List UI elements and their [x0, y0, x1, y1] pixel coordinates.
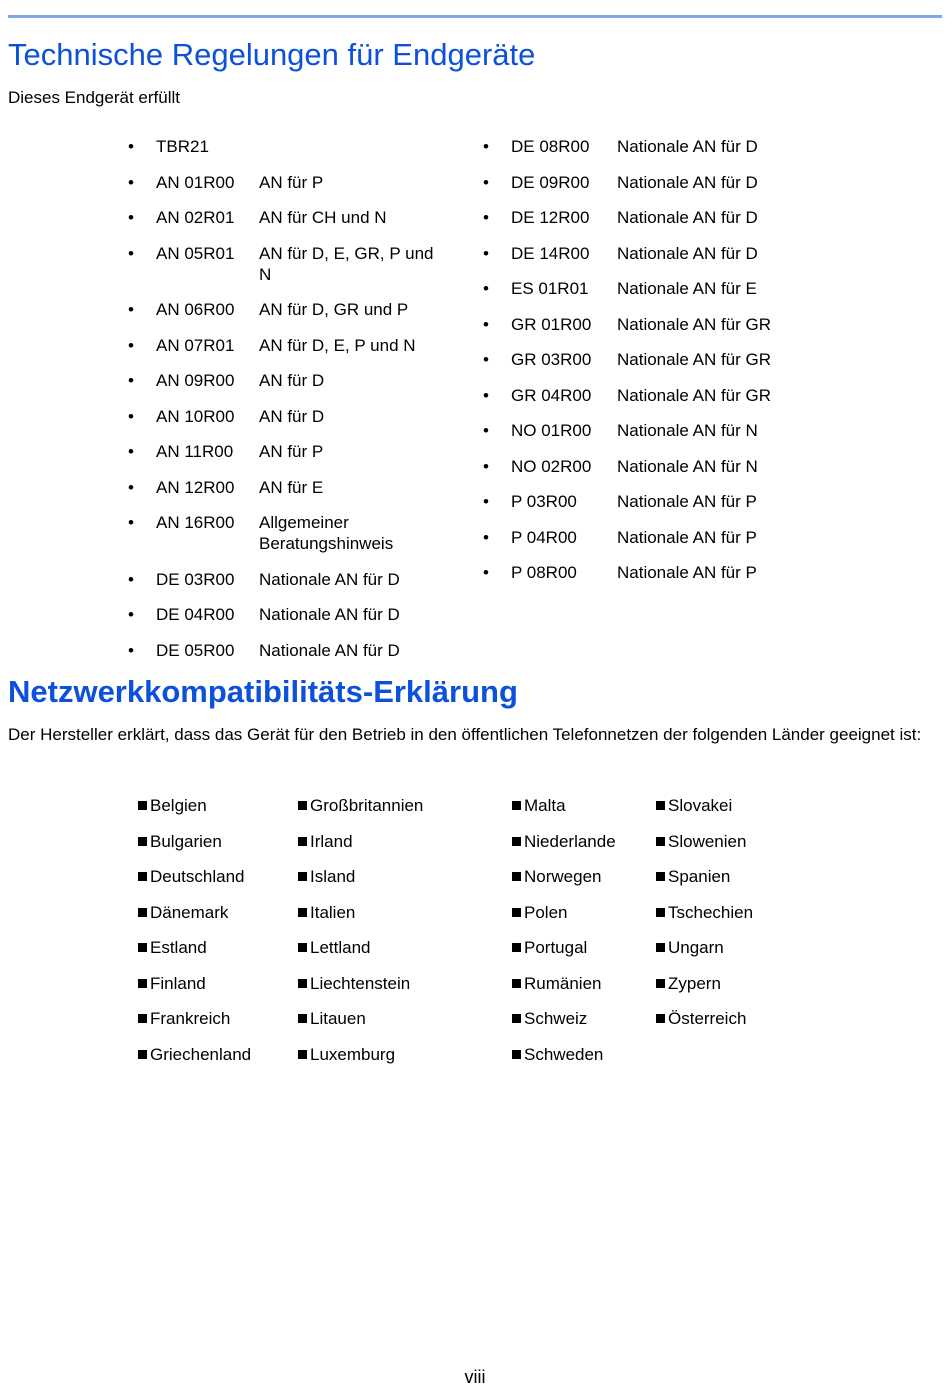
regulation-code: P 08R00 [511, 563, 577, 582]
regulation-code: P 04R00 [511, 527, 577, 547]
regulation-description: AN für D [259, 406, 325, 426]
regulation-code: DE 12R00 [511, 208, 590, 227]
country-name: Großbritannien [310, 796, 424, 815]
bullet-icon: • [483, 421, 489, 440]
regulation-code: GR 04R00 [511, 385, 592, 405]
regulation-item [128, 477, 468, 498]
bullet-icon: • [483, 137, 489, 156]
square-bullet-icon [138, 801, 147, 810]
regulation-description: Nationale AN für D [617, 208, 758, 227]
regulation-description: Nationale AN für D [259, 605, 400, 624]
bullet-icon: • [128, 406, 134, 426]
regulation-item [128, 604, 468, 625]
regulation-code: NO 01R00 [511, 421, 592, 440]
regulation-description: AN für CH und N [259, 208, 387, 227]
country-name: Estland [150, 938, 207, 957]
country-item [512, 831, 616, 867]
country-item [512, 937, 616, 973]
regulation-description: Allgemeiner Beratungshinweis [259, 513, 394, 553]
bullet-icon: • [483, 279, 489, 298]
regulation-code: AN 07R01 [156, 335, 235, 355]
regulation-description: Nationale AN für D [259, 569, 400, 589]
regulation-description: AN für P [259, 442, 324, 461]
country-item [298, 795, 423, 831]
country-name: Italien [310, 902, 356, 922]
regulation-item [483, 562, 823, 583]
regulation-description: Nationale AN für P [617, 492, 757, 511]
regulation-code: DE 05R00 [156, 640, 235, 660]
regulation-item [483, 207, 823, 228]
regulation-description: Nationale AN für N [617, 456, 758, 476]
regulation-item [483, 278, 823, 299]
regulations-list-left [128, 136, 468, 675]
regulation-item [483, 456, 823, 477]
regulation-description: AN für P [259, 172, 324, 192]
bullet-icon: • [128, 243, 134, 263]
country-name: Bulgarien [150, 831, 222, 851]
regulation-code: NO 02R00 [511, 456, 592, 476]
bullet-icon: • [483, 456, 489, 476]
country-name: Österreich [668, 1009, 747, 1028]
country-item [138, 795, 251, 831]
regulation-description: AN für D [259, 371, 325, 390]
square-bullet-icon [512, 1014, 521, 1023]
regulation-item [483, 491, 823, 512]
square-bullet-icon [298, 872, 307, 881]
regulation-item [128, 512, 468, 554]
regulation-code: AN 01R00 [156, 172, 235, 192]
country-name: Deutschland [150, 867, 245, 886]
square-bullet-icon [656, 943, 665, 952]
regulation-item [128, 569, 468, 590]
regulation-item [483, 527, 823, 548]
country-item [656, 1008, 753, 1044]
network-declaration-text: Der Hersteller erklärt, dass das Gerät für den Betrieb in den öffentlichen Telefonnetzen der folgenden Länder geeignet ist: [8, 725, 922, 744]
square-bullet-icon [138, 837, 147, 846]
country-item [512, 902, 616, 938]
square-bullet-icon [512, 943, 521, 952]
country-name: Spanien [668, 867, 731, 886]
regulation-item [483, 314, 823, 335]
country-item [138, 902, 251, 938]
bullet-icon: • [483, 492, 489, 511]
regulation-code: AN 02R01 [156, 208, 235, 227]
regulation-code: GR 01R00 [511, 314, 592, 334]
square-bullet-icon [138, 943, 147, 952]
bullet-icon: • [128, 442, 134, 461]
regulation-item [128, 370, 468, 391]
regulation-description: Nationale AN für GR [617, 385, 772, 405]
regulation-description: Nationale AN für D [617, 243, 758, 263]
regulation-code: AN 05R01 [156, 243, 235, 263]
regulations-list-right [483, 136, 823, 598]
square-bullet-icon [138, 1014, 147, 1023]
bullet-icon: • [483, 243, 489, 263]
bullet-icon: • [128, 172, 134, 192]
bullet-icon: • [128, 513, 134, 532]
country-item [138, 1008, 251, 1044]
country-item [512, 1044, 616, 1080]
square-bullet-icon [512, 1050, 521, 1059]
country-name: Island [310, 867, 356, 886]
country-item [512, 973, 616, 1009]
country-list-column-2 [298, 795, 423, 1079]
country-name: Portugal [524, 938, 588, 957]
square-bullet-icon [512, 979, 521, 988]
bullet-icon: • [483, 350, 489, 369]
regulation-code: AN 16R00 [156, 513, 235, 532]
regulation-code: AN 12R00 [156, 477, 235, 497]
regulation-code: GR 03R00 [511, 350, 592, 369]
regulation-item [483, 385, 823, 406]
country-name: Zypern [668, 973, 721, 993]
country-name: Malta [524, 796, 566, 815]
country-item [138, 937, 251, 973]
square-bullet-icon [656, 801, 665, 810]
regulation-item [128, 172, 468, 193]
country-name: Lettland [310, 938, 371, 957]
country-name: Dänemark [150, 902, 229, 922]
square-bullet-icon [512, 801, 521, 810]
country-item [298, 973, 423, 1009]
country-name: Luxemburg [310, 1044, 396, 1064]
country-list-column-3 [512, 795, 616, 1079]
country-name: Niederlande [524, 831, 616, 851]
country-name: Irland [310, 831, 353, 851]
bullet-icon: • [128, 569, 134, 589]
regulation-code: DE 04R00 [156, 605, 235, 624]
section-title-network-compatibility: Netzwerkkompatibilitäts-Erklärung [8, 674, 518, 709]
country-item [298, 831, 423, 867]
country-name: Ungarn [668, 938, 724, 957]
bullet-icon: • [128, 300, 134, 319]
regulation-item [483, 420, 823, 441]
country-name: Frankreich [150, 1009, 231, 1028]
square-bullet-icon [512, 908, 521, 917]
bullet-icon: • [128, 605, 134, 624]
regulation-item [128, 335, 468, 356]
regulation-description: Nationale AN für P [617, 527, 757, 547]
country-item [656, 795, 753, 831]
bullet-icon: • [128, 208, 134, 227]
square-bullet-icon [298, 943, 307, 952]
square-bullet-icon [298, 979, 307, 988]
regulation-item [128, 406, 468, 427]
regulation-code: AN 06R00 [156, 300, 235, 319]
regulation-code: P 03R00 [511, 492, 577, 511]
regulation-code: TBR21 [156, 137, 209, 156]
country-item [512, 866, 616, 902]
section-intro: Dieses Endgerät erfüllt [8, 88, 180, 107]
bullet-icon: • [483, 172, 489, 192]
page-number: viii [464, 1367, 486, 1387]
bullet-icon: • [128, 640, 134, 660]
country-item [138, 973, 251, 1009]
regulation-description: Nationale AN für P [617, 563, 757, 582]
square-bullet-icon [138, 908, 147, 917]
regulation-description: Nationale AN für GR [617, 350, 772, 369]
regulation-item [483, 172, 823, 193]
country-item [512, 795, 616, 831]
regulation-description: AN für D, GR und P [259, 300, 409, 319]
country-name: Norwegen [524, 867, 602, 886]
square-bullet-icon [656, 872, 665, 881]
regulation-item [483, 243, 823, 264]
country-name: Finland [150, 973, 206, 993]
square-bullet-icon [138, 979, 147, 988]
country-name: Schweiz [524, 1009, 588, 1028]
country-item [298, 937, 423, 973]
regulation-code: DE 08R00 [511, 137, 590, 156]
square-bullet-icon [138, 1050, 147, 1059]
country-item [656, 866, 753, 902]
square-bullet-icon [512, 837, 521, 846]
country-item [138, 1044, 251, 1080]
header-rule [8, 15, 942, 18]
regulation-code: DE 14R00 [511, 243, 590, 263]
regulation-item [128, 299, 468, 320]
country-name: Tschechien [668, 902, 754, 922]
bullet-icon: • [483, 314, 489, 334]
country-item [656, 937, 753, 973]
country-item [298, 1044, 423, 1080]
country-item [298, 1008, 423, 1044]
country-name: Slowenien [668, 831, 747, 851]
regulation-description: AN für D, E, P und N [259, 335, 416, 355]
country-item [512, 1008, 616, 1044]
country-item [138, 831, 251, 867]
square-bullet-icon [656, 908, 665, 917]
regulation-item [128, 136, 468, 157]
square-bullet-icon [298, 908, 307, 917]
regulation-item [128, 243, 468, 285]
bullet-icon: • [483, 208, 489, 227]
regulation-description: Nationale AN für D [259, 640, 400, 660]
country-name: Polen [524, 902, 568, 922]
country-item [298, 902, 423, 938]
regulation-item [128, 441, 468, 462]
country-name: Rumänien [524, 973, 602, 993]
country-item [656, 831, 753, 867]
regulation-item [128, 207, 468, 228]
bullet-icon: • [483, 563, 489, 582]
regulation-description: Nationale AN für N [617, 421, 758, 440]
bullet-icon: • [483, 527, 489, 547]
country-name: Slovakei [668, 796, 733, 815]
country-name: Liechtenstein [310, 973, 411, 993]
bullet-icon: • [483, 385, 489, 405]
square-bullet-icon [298, 1050, 307, 1059]
regulation-item [128, 640, 468, 661]
regulation-code: DE 09R00 [511, 172, 590, 192]
square-bullet-icon [298, 1014, 307, 1023]
square-bullet-icon [656, 979, 665, 988]
country-name: Schweden [524, 1044, 604, 1064]
country-name: Belgien [150, 796, 207, 815]
square-bullet-icon [512, 872, 521, 881]
bullet-icon: • [128, 477, 134, 497]
regulation-description: Nationale AN für D [617, 137, 758, 156]
regulation-description: AN für E [259, 477, 324, 497]
bullet-icon: • [128, 137, 134, 156]
square-bullet-icon [656, 1014, 665, 1023]
square-bullet-icon [138, 872, 147, 881]
square-bullet-icon [298, 801, 307, 810]
country-item [656, 902, 753, 938]
bullet-icon: • [128, 335, 134, 355]
bullet-icon: • [128, 371, 134, 390]
square-bullet-icon [656, 837, 665, 846]
country-item [656, 973, 753, 1009]
regulation-description: Nationale AN für GR [617, 314, 772, 334]
regulation-description: AN für D, E, GR, P und N [259, 243, 434, 284]
country-name: Litauen [310, 1009, 366, 1028]
country-item [298, 866, 423, 902]
regulation-code: ES 01R01 [511, 279, 589, 298]
country-item [138, 866, 251, 902]
regulation-item [483, 136, 823, 157]
regulation-item [483, 349, 823, 370]
regulation-code: AN 09R00 [156, 371, 235, 390]
regulation-code: DE 03R00 [156, 569, 235, 589]
square-bullet-icon [298, 837, 307, 846]
regulation-description: Nationale AN für D [617, 172, 758, 192]
regulation-code: AN 11R00 [156, 442, 234, 461]
country-list-column-1 [138, 795, 251, 1079]
section-title-technical-regulations: Technische Regelungen für Endgeräte [8, 37, 536, 72]
regulation-description: Nationale AN für E [617, 279, 757, 298]
regulation-code: AN 10R00 [156, 406, 235, 426]
country-list-column-4 [656, 795, 753, 1044]
country-name: Griechenland [150, 1044, 252, 1064]
